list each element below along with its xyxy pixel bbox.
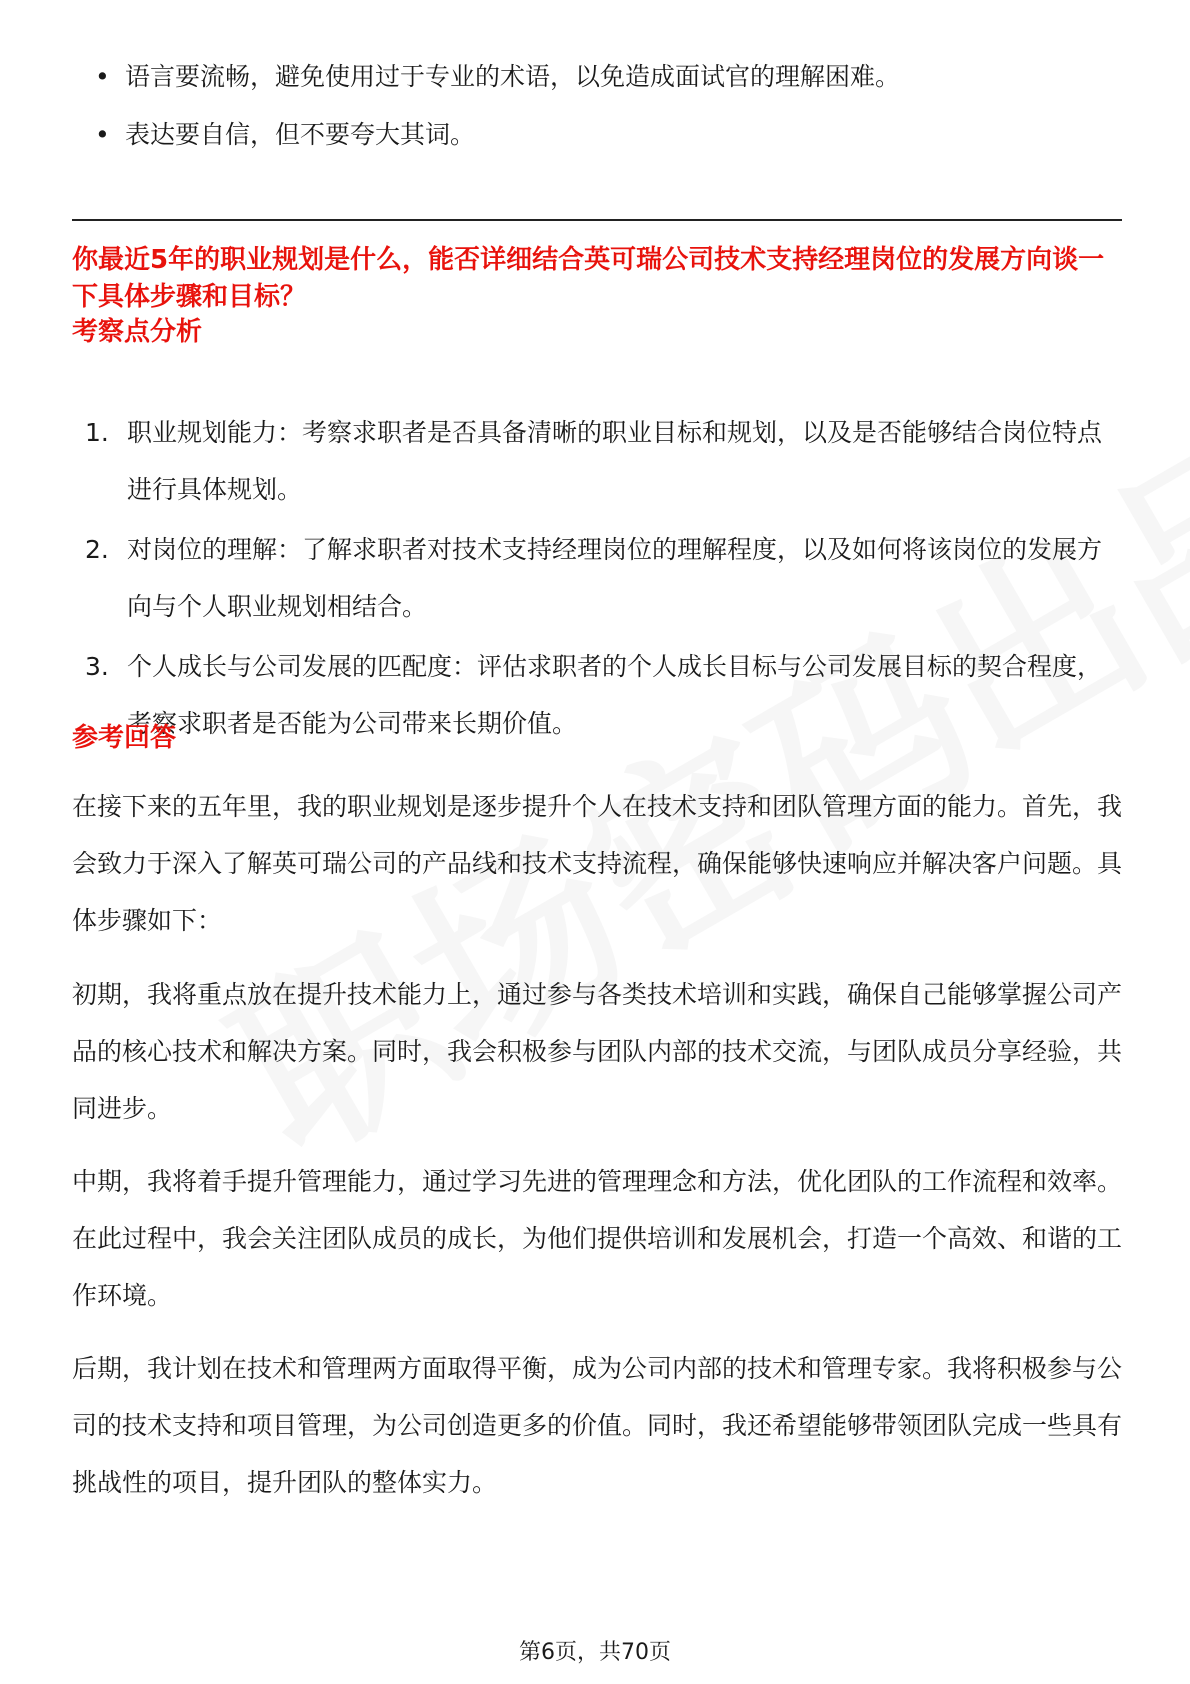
list-item	[85, 404, 1125, 518]
list-item	[85, 521, 1125, 635]
tips-bullet-list	[95, 58, 1115, 174]
item-text: 职业规划能力：考察求职者是否具备清晰的职业目标和规划，以及是否能够结合岗位特点进行具体规划。	[127, 418, 1103, 504]
item-number: 3.	[85, 652, 109, 681]
list-item: • 语言要流畅，避免使用过于专业的术语，以免造成面试官的理解困难。	[95, 58, 1115, 96]
analysis-list	[85, 404, 1125, 755]
list-item	[85, 638, 1125, 752]
item-text: 个人成长与公司发展的匹配度：评估求职者的个人成长目标与公司发展目标的契合程度，考察求职者是否能为公司带来长期价值。	[127, 652, 1103, 738]
item-number: 1.	[85, 418, 109, 447]
answer-paragraph: 在接下来的五年里，我的职业规划是逐步提升个人在技术支持和团队管理方面的能力。首先，我会致力于深入了解英可瑞公司的产品线和技术支持流程，确保能够快速响应并解决客户问题。具体步骤如下：	[72, 792, 1123, 935]
analysis-title: 考察点分析	[72, 317, 203, 347]
divider	[72, 219, 1122, 221]
answer-paragraph: 中期，我将着手提升管理能力，通过学习先进的管理理念和方法，优化团队的工作流程和效率。在此过程中，我会关注团队成员的成长，为他们提供培训和发展机会，打造一个高效、和谐的工作环境。	[72, 1167, 1123, 1310]
answer-paragraph: 初期，我将重点放在提升技术能力上，通过参与各类技术培训和实践，确保自己能够掌握公司产品的核心技术和解决方案。同时，我会积极参与团队内部的技术交流，与团队成员分享经验，共同进步。	[72, 980, 1123, 1123]
page-number: 第6页，共70页	[519, 1640, 671, 1665]
answer-paragraph: 后期，我计划在技术和管理两方面取得平衡，成为公司内部的技术和管理专家。我将积极参与公司的技术支持和项目管理，为公司创造更多的价值。同时，我还希望能够带领团队完成一些具有挑战性的项目，提升团队的整体实力。	[72, 1354, 1123, 1497]
answer-title: 参考回答	[72, 723, 177, 753]
item-number: 2.	[85, 535, 109, 564]
list-item: • 表达要自信，但不要夸大其词。	[95, 116, 1115, 154]
item-text: 对岗位的理解：了解求职者对技术支持经理岗位的理解程度，以及如何将该岗位的发展方向与个人职业规划相结合。	[127, 535, 1103, 621]
question-heading: 你最近5年的职业规划是什么，能否详细结合英可瑞公司技术支持经理岗位的发展方向谈一下具体步骤和目标？	[72, 245, 1105, 312]
